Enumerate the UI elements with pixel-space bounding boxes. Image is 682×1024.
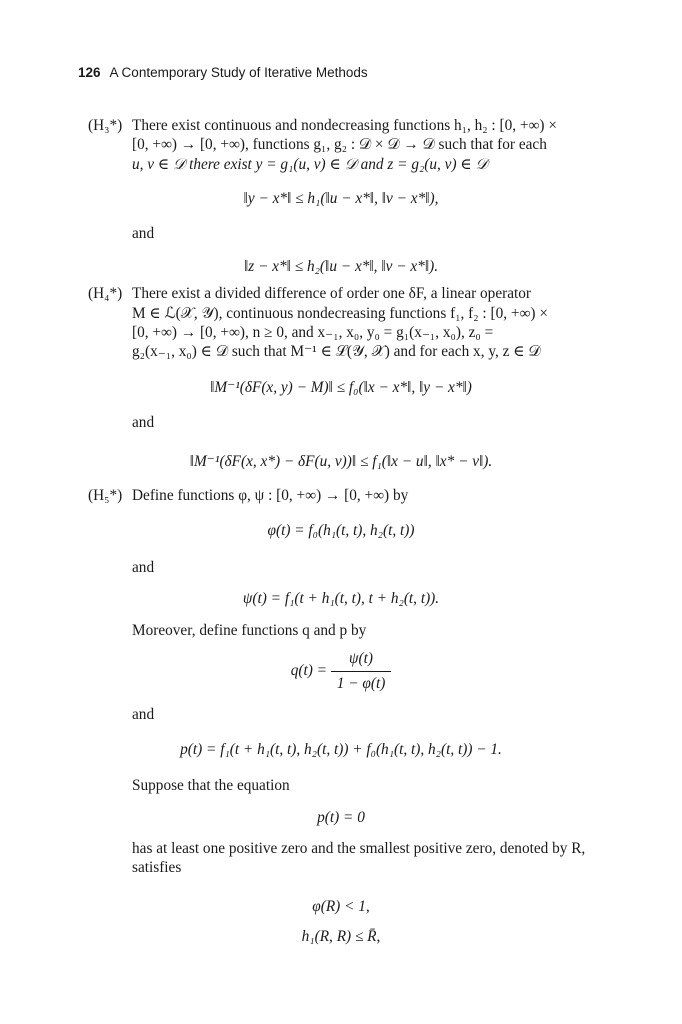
h5-line-1: Define functions φ, ψ : [0, +∞) → [0, +∞) by <box>132 487 409 504</box>
h5-and-2: and <box>132 706 155 723</box>
h4-line-1: There exist a divided difference of order one δF, a linear operator <box>132 285 531 302</box>
h4-line-2: M ∈ ℒ(𝒳, 𝒴), continuous nondecreasing functions f₁, f₂ : [0, +∞) × <box>132 305 548 322</box>
h4-label: (H₄*) <box>88 285 123 302</box>
suppose-text: Suppose that the equation <box>132 777 290 794</box>
has-zero-line-1: has at least one positive zero and the smallest positive zero, denoted by R, <box>132 840 586 857</box>
running-title: A Contemporary Study of Iterative Methods <box>109 65 368 80</box>
h5-and-1: and <box>132 559 155 576</box>
condition-1: φ(R) < 1, <box>312 898 370 915</box>
condition-2: h₁(R, R) ≤ R̄, <box>301 928 381 945</box>
phi-definition: φ(t) = f₀(h₁(t, t), h₂(t, t)) <box>267 522 415 539</box>
page-number: 126 <box>78 65 101 80</box>
h3-line-1: There exist continuous and nondecreasing functions h₁, h₂ : [0, +∞) × <box>132 117 557 134</box>
q-lhs: q(t) = <box>290 662 327 680</box>
h4-line-3: [0, +∞) → [0, +∞), n ≥ 0, and x₋₁, x₀, y₀ = g₁(x₋₁, x₀), z₀ = <box>132 324 494 341</box>
h3-equation-2: ‖z − x*‖ ≤ h₂(‖u − x*‖, ‖v − x*‖). <box>243 258 439 275</box>
h4-equation-1: ‖M⁻¹(δF(x, y) − M)‖ ≤ f₀(‖x − x*‖, ‖y − x*‖) <box>210 379 472 396</box>
has-zero-line-2: satisfies <box>132 859 182 876</box>
running-header <box>78 65 368 80</box>
h3-line-3: u, v ∈ 𝒟 there exist y = g₁(u, v) ∈ 𝒟 and z = g₂(u, v) ∈ 𝒟 <box>132 156 488 173</box>
h3-equation-1: ‖y − x*‖ ≤ h₁(‖u − x*‖, ‖v − x*‖), <box>243 190 439 207</box>
h3-label: (H₃*) <box>88 117 123 134</box>
h4-and: and <box>132 414 155 431</box>
q-fraction <box>331 650 392 693</box>
psi-definition: ψ(t) = f₁(t + h₁(t, t), t + h₂(t, t)). <box>242 590 440 607</box>
q-numerator: ψ(t) <box>349 650 373 667</box>
h5-label: (H₅*) <box>88 487 123 504</box>
p-definition: p(t) = f₁(t + h₁(t, t), h₂(t, t)) + f₀(h₁(t, t), h₂(t, t)) − 1. <box>180 741 502 758</box>
p-equation: p(t) = 0 <box>317 809 365 826</box>
h3-line-2: [0, +∞) → [0, +∞), functions g₁, g₂ : 𝒟 × 𝒟 → 𝒟 such that for each <box>132 136 547 153</box>
h4-line-4: g₂(x₋₁, x₀) ∈ 𝒟 such that M⁻¹ ∈ ℒ(𝒴, 𝒳) and for each x, y, z ∈ 𝒟 <box>132 343 541 360</box>
moreover-text: Moreover, define functions q and p by <box>132 622 367 639</box>
h4-equation-2: ‖M⁻¹(δF(x, x*) − δF(u, v))‖ ≤ f₁(‖x − u‖, ‖x* − v‖). <box>189 453 493 470</box>
h3-and: and <box>132 225 155 242</box>
q-definition <box>0 650 682 693</box>
q-denominator: 1 − φ(t) <box>331 671 392 693</box>
